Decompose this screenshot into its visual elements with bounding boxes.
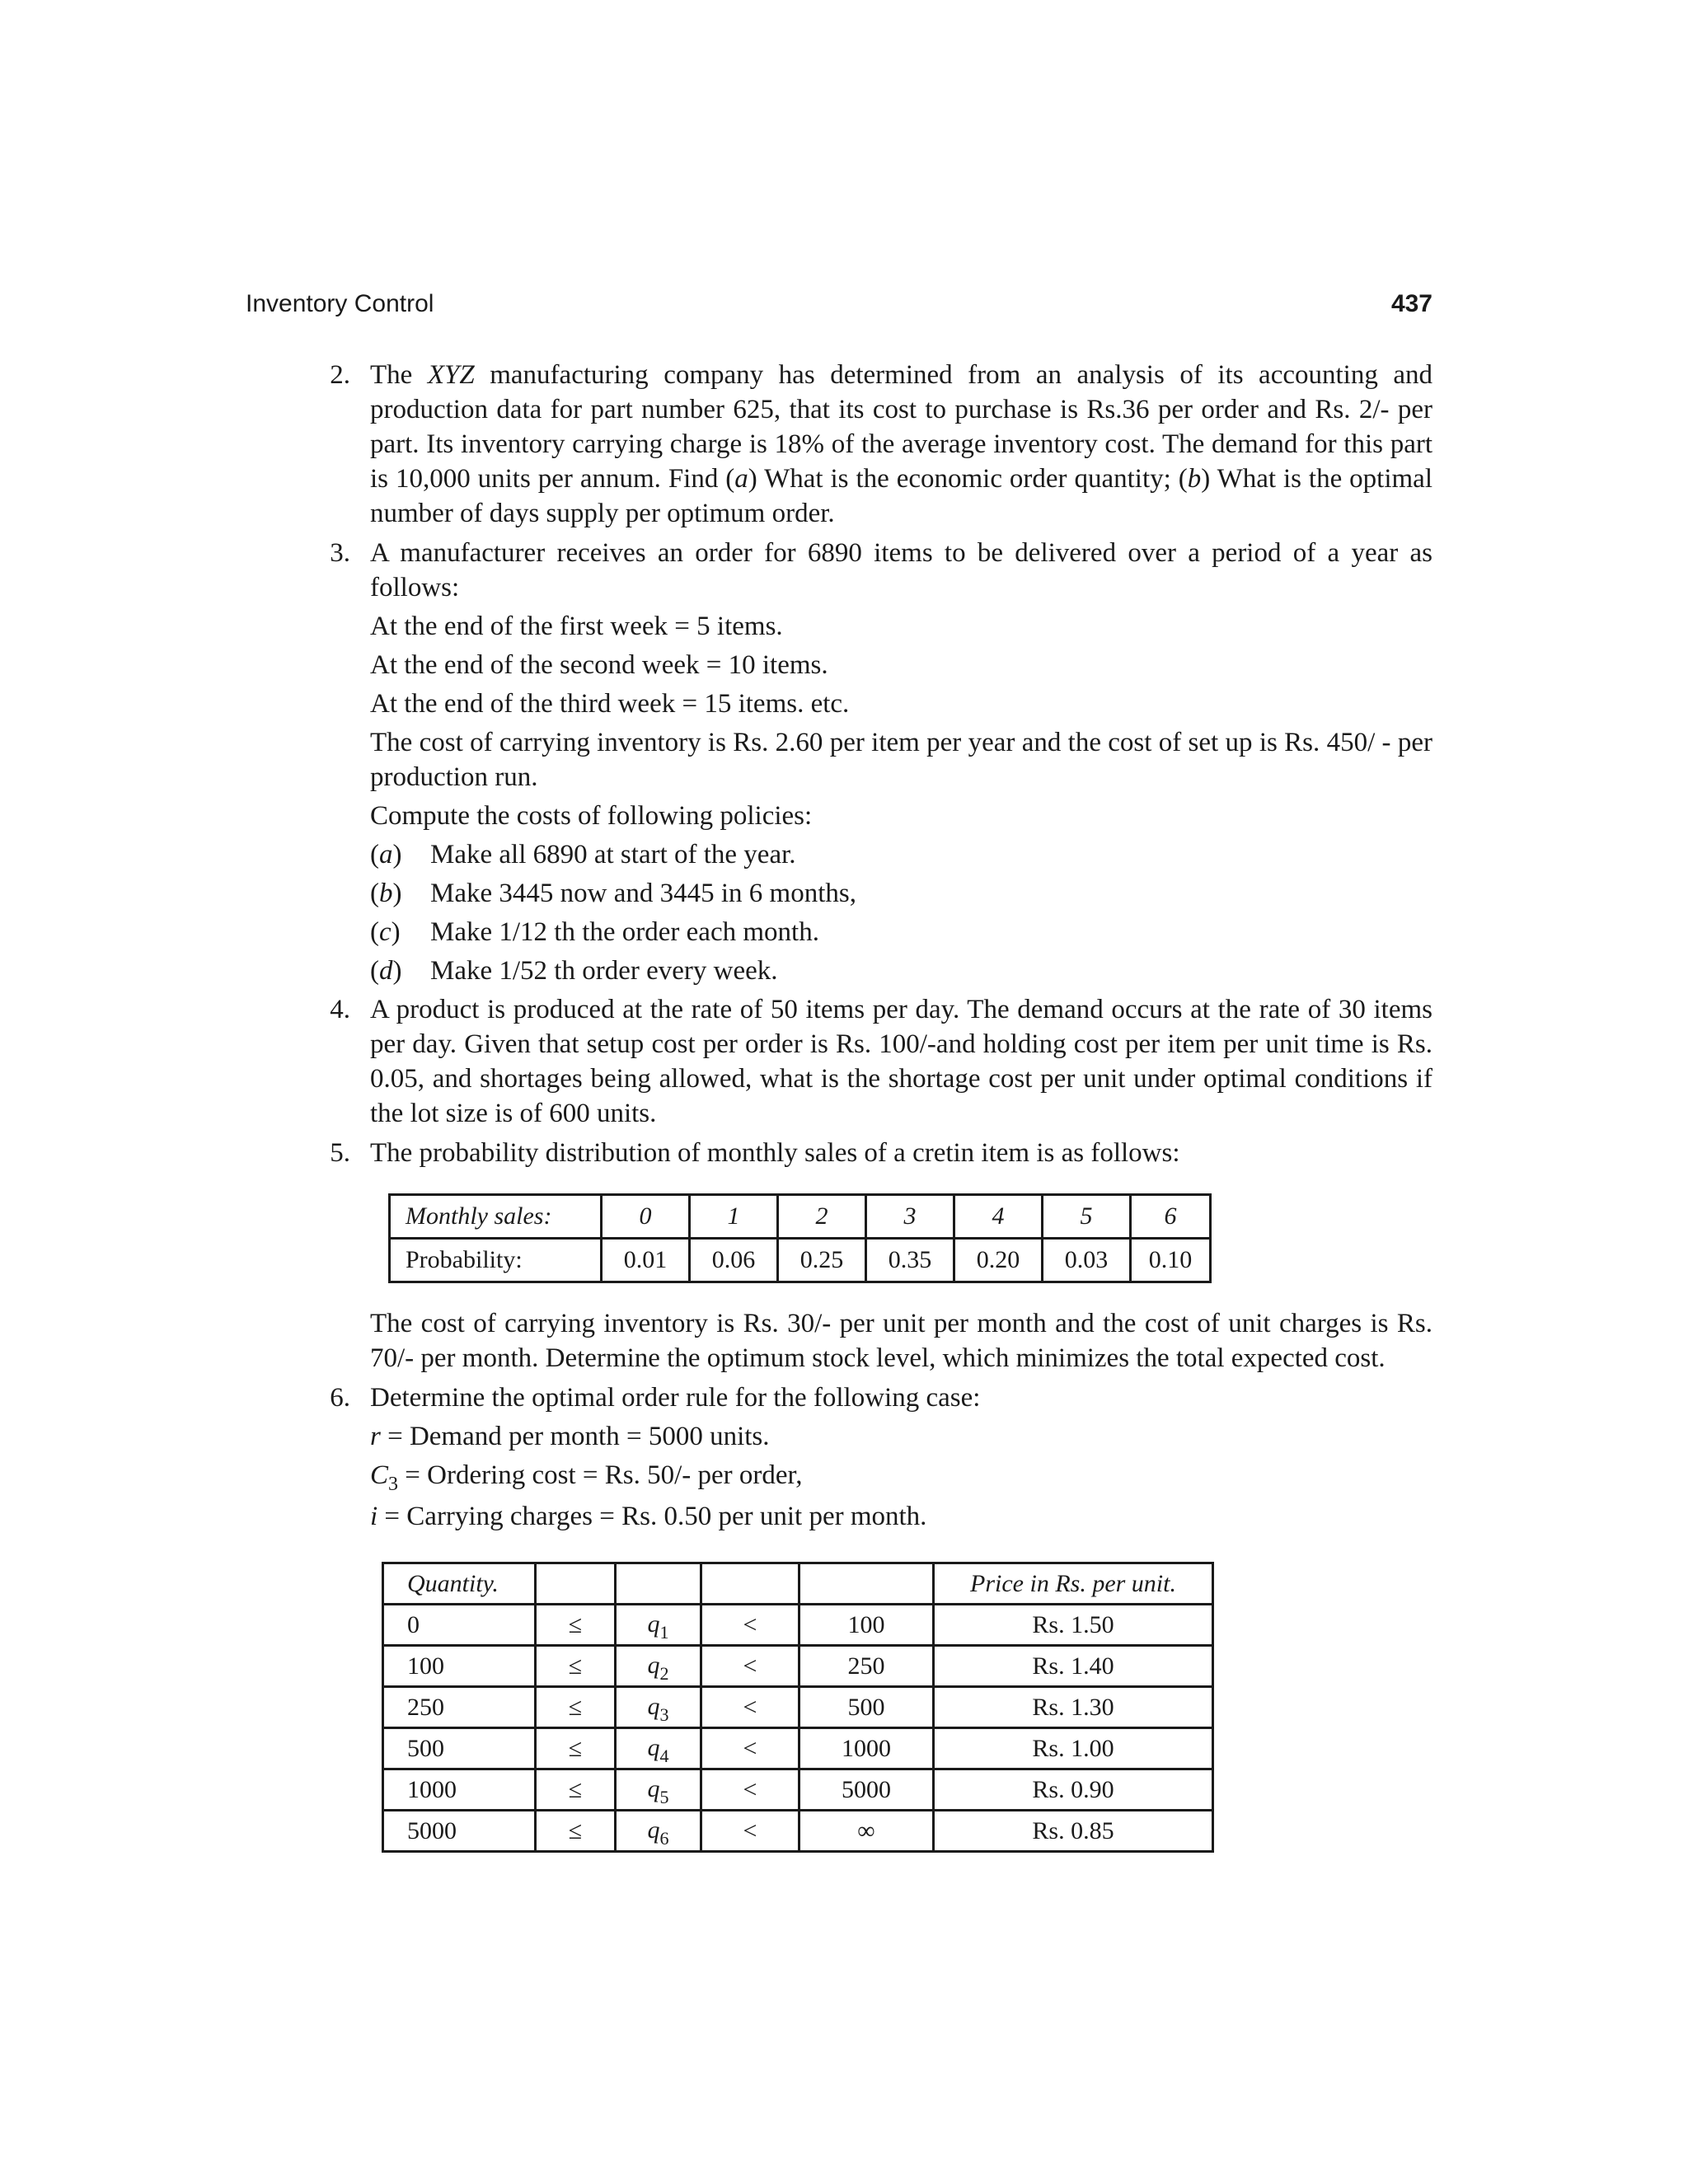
table-row [383,1728,1213,1769]
table-row [383,1687,1213,1728]
table-cell: 4 [954,1195,1043,1239]
table-cell: < [701,1728,799,1769]
given-line: i = Carrying charges = Rs. 0.50 per unit per month. [370,1502,927,1531]
sales-probability-table [388,1193,1212,1283]
policy-option [370,876,1432,911]
table-cell: 1 [690,1195,778,1239]
problem-2 [317,358,1432,531]
table-cell: $q_1$ [616,1605,701,1646]
table-cell: 0.20 [954,1239,1043,1282]
part-label: b [1187,464,1202,494]
running-header [246,290,1432,326]
problem-number: 2. [330,360,350,390]
table-row [383,1646,1213,1687]
table-cell: 0.03 [1043,1239,1131,1282]
problem-4 [317,992,1432,1131]
table-cell: Rs. 1.40 [934,1646,1213,1687]
table-cell: 0.25 [778,1239,866,1282]
table-cell: 1000 [799,1728,934,1769]
table-cell: 500 [383,1728,536,1769]
table-cell: 5000 [383,1811,536,1852]
table-cell: 6 [1131,1195,1211,1239]
table-cell: Price in Rs. per unit. [934,1563,1213,1605]
table-cell: 250 [799,1646,934,1687]
table-cell: 0.01 [602,1239,690,1282]
table-row [390,1239,1211,1282]
table-cell: ≤ [536,1769,616,1811]
table-cell: Rs. 1.00 [934,1728,1213,1769]
option-text: Make 1/12 th the order each month. [430,917,819,947]
option-text: Make 1/52 th order every week. [430,956,778,986]
table-cell: Rs. 1.30 [934,1687,1213,1728]
option-label: (a) [370,840,402,869]
table-cell: 100 [799,1605,934,1646]
table-cell: Monthly sales: [390,1195,602,1239]
company-name: XYZ [427,360,475,390]
table-cell: ≤ [536,1811,616,1852]
table-cell: 250 [383,1687,536,1728]
table-cell: 0 [383,1605,536,1646]
schedule-line: At the end of the third week = 15 items. etc. [370,689,850,719]
exercise-body [317,358,1432,1853]
table-cell: $q_6$ [616,1811,701,1852]
given-line: r = Demand per month = 5000 units. [370,1422,770,1451]
problem-5 [317,1136,1432,1170]
problem-number: 4. [330,995,350,1024]
problem-text: A product is produced at the rate of 50 items per day. The demand occurs at the rate of 30 items per day. Given that setup cost per order is Rs. 100/-and holding cost per item per unit time is Rs. 0.05, and shortages being allowed, what is the shortage cost per unit under optimal conditions if the lot size is of 600 units. [370,995,1432,1128]
table-cell [799,1563,934,1605]
option-label: (b) [370,879,402,908]
table-cell: 0 [602,1195,690,1239]
problem-text: manufacturing company has determined from an analysis of its accounting and production data for part number 625, that its cost to purchase is Rs.36 per order and Rs. 2/- per part. Its inventory carrying charge is 18% of the average inventory cost. The demand for this part is 10,000 units per annum. Find ( [370,360,1433,494]
table-cell: ≤ [536,1687,616,1728]
schedule-line: At the end of the second week = 10 items. [370,650,828,680]
table-cell [616,1563,701,1605]
given-line: $C_3$ = Ordering cost = Rs. 50/- per order, [370,1460,803,1495]
option-label: (c) [370,917,401,947]
table-cell: < [701,1687,799,1728]
problem-text: The cost of carrying inventory is Rs. 30/- per unit per month and the cost of unit charges is Rs. 70/- per month. Determine the optimum stock level, which minimizes the total expected cost. [370,1309,1432,1373]
problem-6 [317,1380,1432,1534]
problem-text: The probability distribution of monthly sales of a cretin item is as follows: [370,1138,1180,1168]
table-cell: Quantity. [383,1563,536,1605]
table-cell: Rs. 0.90 [934,1769,1213,1811]
table-cell: 100 [383,1646,536,1687]
table-row [383,1811,1213,1852]
table-cell: ≤ [536,1605,616,1646]
compute-text: Compute the costs of following policies: [370,801,813,831]
table-cell: < [701,1646,799,1687]
problem-number: 6. [330,1383,350,1413]
option-text: Make all 6890 at start of the year. [430,840,796,869]
table-cell: 2 [778,1195,866,1239]
problem-text: ) What is the optimal number of days supply per optimum order. [370,464,1432,528]
table-cell: 5000 [799,1769,934,1811]
page-number: 437 [1390,290,1432,317]
option-text: Make 3445 now and 3445 in 6 months, [430,879,856,908]
table-cell: $q_3$ [616,1687,701,1728]
table-cell: 5 [1043,1195,1131,1239]
schedule-line: At the end of the first week = 5 items. [370,612,783,641]
table-row [383,1769,1213,1811]
table-cell: < [701,1605,799,1646]
table-cell: 1000 [383,1769,536,1811]
table-cell: 500 [799,1687,934,1728]
table-cell: $q_4$ [616,1728,701,1769]
table-cell: ∞ [799,1811,934,1852]
problem-5-continued [317,1306,1432,1376]
policy-option [370,915,1432,949]
problem-number: 3. [330,538,350,568]
table-row [390,1195,1211,1239]
problem-text: ) What is the economic order quantity; ( [748,464,1188,494]
table-row [383,1605,1213,1646]
policy-option [370,954,1432,988]
table-cell: 3 [866,1195,954,1239]
part-label: a [734,464,748,494]
table-cell: Probability: [390,1239,602,1282]
problem-text: A manufacturer receives an order for 6890 items to be delivered over a period of a year as follows: [370,538,1432,602]
cost-text: The cost of carrying inventory is Rs. 2.60 per item per year and the cost of set up is Rs. 450/ - per production run. [370,728,1432,792]
policy-option [370,837,1432,872]
problem-text: Determine the optimal order rule for the following case: [370,1383,981,1413]
chapter-title: Inventory Control [246,290,434,317]
table-cell: 0.06 [690,1239,778,1282]
table-cell [536,1563,616,1605]
problem-3 [317,536,1432,988]
table-cell: $q_5$ [616,1769,701,1811]
table-cell: < [701,1769,799,1811]
price-break-table [382,1562,1214,1853]
table-cell: ≤ [536,1646,616,1687]
table-cell: Rs. 0.85 [934,1811,1213,1852]
table-cell: 0.35 [866,1239,954,1282]
table-cell: $q_2$ [616,1646,701,1687]
table-cell [701,1563,799,1605]
table-cell: ≤ [536,1728,616,1769]
table-row [383,1563,1213,1605]
problem-number: 5. [330,1138,350,1168]
table-cell: < [701,1811,799,1852]
problem-text: The [370,360,428,390]
table-cell: 0.10 [1131,1239,1211,1282]
option-label: (d) [370,956,402,986]
table-cell: Rs. 1.50 [934,1605,1213,1646]
